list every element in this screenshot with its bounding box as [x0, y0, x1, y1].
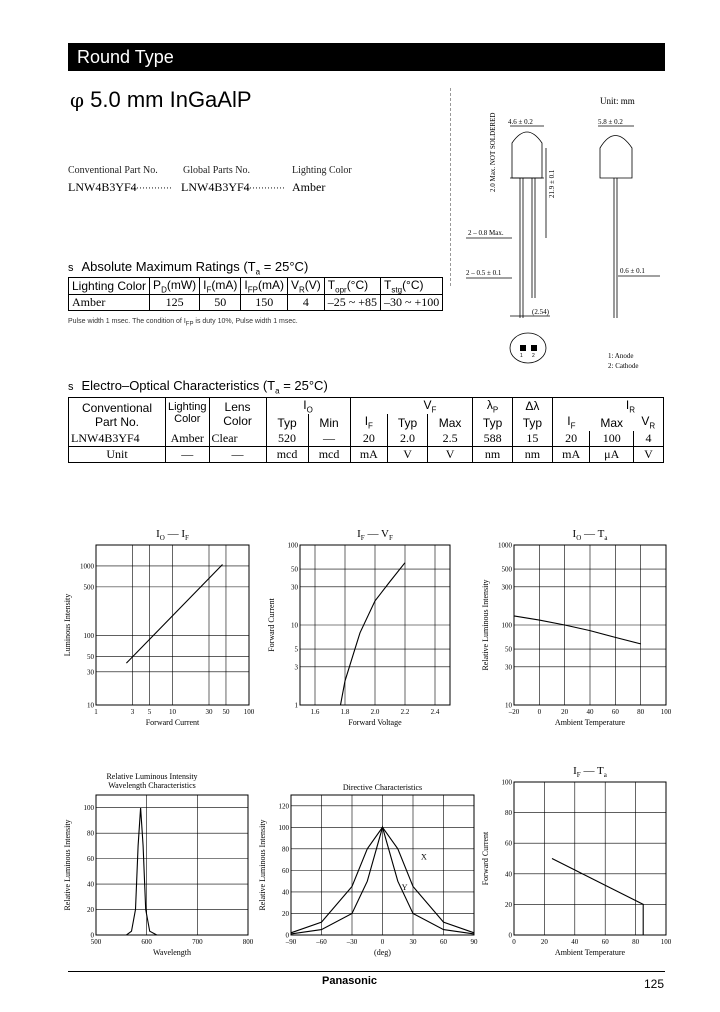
table-cell: Amber: [69, 295, 150, 311]
chart-5: [251, 765, 484, 965]
x-tick-label: 2.4: [430, 708, 440, 716]
bottom-view: [510, 333, 546, 363]
y-axis-label: Relative Luminous Intensity: [63, 819, 72, 911]
absolute-ratings-table: [68, 277, 443, 311]
table-unit-row: [69, 446, 664, 462]
section-header-bar: [68, 43, 665, 71]
y-tick-label: 40: [505, 870, 512, 879]
table-cell: 150: [241, 295, 288, 311]
x-tick-label: 100: [243, 708, 255, 716]
table-header-cell: $I_F(mA)$: [200, 278, 241, 295]
dim-f: 0.6 ± 0.1: [620, 267, 645, 275]
table-header-cell: $T_{stg}(^\circ C)$: [381, 278, 443, 295]
x-tick-label: –90: [285, 938, 297, 946]
chart-1: [56, 515, 259, 735]
dim-c: 2.0 Max. NOT SOLDERED: [489, 112, 497, 192]
y-tick-label: 300: [501, 583, 512, 592]
y-tick-label: 1000: [80, 562, 94, 571]
y-axis-label: Luminous Intensity: [63, 593, 72, 657]
dim-a: 4.6 ± 0.2: [508, 118, 533, 126]
dimension-drawing: [450, 88, 665, 378]
table-cell: mA: [350, 446, 388, 462]
y-tick-label: 0: [508, 931, 512, 940]
table-header-cell: Lighting Color: [166, 398, 210, 431]
y-tick-label: 120: [278, 802, 289, 811]
x-tick-label: –20: [508, 708, 520, 716]
y-tick-label: 100: [287, 541, 298, 550]
x-tick-label: 80: [637, 708, 645, 716]
y-tick-label: 80: [87, 829, 94, 838]
y-tick-label: 60: [87, 855, 94, 864]
y-tick-label: 100: [83, 804, 94, 813]
x-tick-label: 90: [470, 938, 478, 946]
product-title-text: 5.0 mm InGaAlP: [90, 87, 252, 112]
dim-h: 21.9 ± 0.1: [548, 169, 556, 198]
x-tick-label: 1: [94, 708, 98, 716]
chart-6: [474, 752, 676, 965]
table-cell: V: [427, 446, 472, 462]
table-header-cell: $I_F$: [350, 414, 388, 430]
y-tick-label: 20: [505, 900, 512, 909]
series-label-x: X: [421, 852, 427, 862]
x-tick-label: 700: [192, 938, 203, 946]
x-tick-label: 60: [611, 708, 619, 716]
chart-title: $I_O$ — $I_F$: [156, 528, 189, 542]
y-tick-label: 40: [87, 880, 94, 889]
x-tick-label: 0: [537, 708, 542, 716]
table-cell: 100: [590, 431, 634, 447]
table-header-cell: $V_R$: [634, 414, 664, 430]
table-cell: LNW4B3YF4: [69, 431, 166, 447]
global-label: Global Parts No.: [183, 165, 250, 176]
table-header-cell: $V_R(V)$: [287, 278, 324, 295]
pin-2-mark: 2: [532, 353, 535, 359]
table-header-row: [69, 278, 443, 295]
y-axis-label: Relative Luminous Intensity: [258, 819, 267, 911]
x-axis-label: (deg): [374, 948, 391, 957]
dim-b: 5.8 ± 0.2: [598, 118, 623, 126]
y-tick-label: 50: [505, 645, 512, 654]
unit-label: Unit: mm: [600, 96, 635, 106]
y-tick-label: 20: [87, 906, 94, 915]
series-line-amber: [126, 565, 222, 664]
table-cell: 2.5: [427, 431, 472, 447]
eo-characteristics-table: [68, 397, 664, 463]
x-tick-label: 80: [632, 938, 640, 946]
chart-3: [474, 515, 676, 735]
x-tick-label: 600: [141, 938, 152, 946]
lighting-color-value: Amber: [292, 180, 326, 194]
y-tick-label: 80: [282, 845, 289, 854]
x-tick-label: 30: [409, 938, 417, 946]
table-cell: 125: [150, 295, 200, 311]
x-axis-label: Forward Current: [145, 718, 200, 727]
table-header-cell: $I_F$: [552, 414, 590, 430]
table-cell: 20: [552, 431, 590, 447]
table-header-cell: $I_R$: [552, 398, 663, 415]
pin-2-pad: [531, 345, 537, 351]
table-header-cell: $\lambda_P$: [473, 398, 513, 415]
dim-g: (2.54): [532, 308, 549, 316]
chart-title: $I_F$ — $V_F$: [357, 528, 393, 542]
table-header-cell: Typ: [266, 414, 308, 430]
y-axis-label: Forward Current: [481, 831, 490, 886]
table-cell: mcd: [308, 446, 350, 462]
x-axis-label: Wavelength: [152, 948, 192, 957]
table-cell: —: [209, 446, 266, 462]
table-header-cell: Lens Color: [209, 398, 266, 431]
leader-dots-1: ··············: [130, 183, 172, 193]
x-tick-label: –60: [316, 938, 327, 946]
x-tick-label: 100: [660, 938, 672, 946]
table-cell: V: [388, 446, 428, 462]
chart-title: $I_F$ — $T_a$: [573, 765, 607, 779]
y-tick-label: 60: [282, 866, 289, 875]
table-header-cell: $I_{FP}(mA)$: [241, 278, 288, 295]
global-part-no: LNW4B3YF4: [181, 180, 250, 194]
x-tick-label: –30: [346, 938, 358, 946]
table-cell: 520: [266, 431, 308, 447]
table-header-cell: $I_O$: [266, 398, 350, 415]
pin-2-legend: 2: Cathode: [608, 362, 639, 370]
y-tick-label: 3: [294, 663, 298, 672]
y-tick-label: 60: [505, 839, 512, 848]
plot-frame: [96, 795, 248, 935]
series-line-amber: [126, 808, 156, 935]
table-cell: —: [308, 431, 350, 447]
x-tick-label: 0: [380, 938, 385, 946]
x-tick-label: 20: [561, 708, 569, 716]
y-tick-label: 0: [285, 931, 289, 940]
dim-d: 2 – 0.8 Max.: [468, 229, 504, 237]
series-line-amber: [552, 859, 643, 936]
y-tick-label: 0: [90, 931, 94, 940]
table-header-cell: $T_{opr}(^\circ C)$: [324, 278, 380, 295]
table-cell: 2.0: [388, 431, 428, 447]
pin-1-legend: 1: Anode: [608, 352, 634, 360]
chart-title: Directive Characteristics: [342, 783, 423, 792]
y-tick-label: 40: [282, 888, 289, 897]
page-number: 125: [644, 977, 665, 991]
table-header-cell: Max: [600, 415, 624, 430]
table-cell: Amber: [166, 431, 210, 447]
x-tick-label: 100: [660, 708, 672, 716]
y-tick-label: 500: [501, 565, 512, 574]
led-left-body: [512, 132, 542, 178]
x-axis-label: Ambient Temperature: [554, 948, 626, 957]
table-header-cell: Min: [308, 414, 350, 430]
table-header-cell: Typ: [388, 414, 428, 430]
table-cell: —: [166, 446, 210, 462]
x-tick-label: 20: [540, 938, 548, 946]
table-header-cell: Max: [427, 414, 472, 430]
conventional-label: Conventional Part No.: [68, 165, 158, 176]
product-title: [70, 87, 252, 113]
x-tick-label: 2.2: [400, 708, 410, 716]
table-cell: 4: [287, 295, 324, 311]
table-cell: 4: [634, 431, 664, 447]
series-line-amber: [341, 563, 406, 705]
table-header-cell: Lighting Color: [69, 278, 150, 295]
y-tick-label: 1: [294, 701, 298, 710]
chart-title: $I_O$ — $T_a$: [572, 528, 608, 542]
eo-characteristics-title: s Electro–Optical Characteristics $(T_a = 25^\circ C)$: [68, 378, 328, 396]
chart-4: [56, 765, 258, 965]
x-tick-label: 50: [222, 708, 230, 716]
x-tick-label: 40: [571, 938, 579, 946]
table-cell: 15: [513, 431, 553, 447]
table-cell: mA: [552, 446, 590, 462]
table-row: [69, 431, 664, 447]
x-tick-label: 1.6: [310, 708, 320, 716]
table-cell: nm: [473, 446, 513, 462]
table-row: [69, 295, 443, 311]
y-axis-label: Relative Luminous Intensity: [481, 579, 490, 671]
brand-logo: Panasonic: [322, 975, 378, 987]
x-axis-label: Forward Voltage: [348, 718, 402, 727]
table-header-cell: Typ: [473, 414, 513, 430]
table-cell: –25 ~ +85: [324, 295, 380, 311]
y-tick-label: 80: [505, 809, 512, 818]
table-header-cell: [350, 398, 388, 415]
x-tick-label: 60: [601, 938, 609, 946]
y-tick-label: 10: [87, 701, 94, 710]
table-cell: V: [634, 446, 664, 462]
x-tick-label: 30: [205, 708, 213, 716]
y-tick-label: 100: [83, 631, 94, 640]
y-tick-label: 50: [87, 652, 94, 661]
y-tick-label: 1000: [498, 541, 512, 550]
x-tick-label: 5: [147, 708, 152, 716]
x-tick-label: 40: [586, 708, 594, 716]
y-tick-label: 30: [505, 663, 512, 672]
table-header-row: [69, 398, 664, 415]
table-cell: mcd: [266, 446, 308, 462]
phi-symbol: φ: [70, 88, 85, 112]
table-header-cell: Typ: [513, 414, 553, 430]
table-header-cell: $V_F$: [388, 398, 473, 415]
y-tick-label: 20: [282, 909, 289, 918]
x-tick-label: 10: [169, 708, 176, 716]
table-cell: μA: [590, 446, 634, 462]
series-label-y: Y: [401, 882, 408, 892]
x-tick-label: 60: [440, 938, 447, 946]
series-line-amber: [514, 616, 641, 644]
x-tick-label: 500: [90, 938, 102, 946]
table-cell: 50: [200, 295, 241, 311]
y-axis-label: Forward Current: [267, 598, 276, 652]
y-tick-label: 10: [505, 701, 512, 710]
y-tick-label: 500: [83, 583, 94, 592]
x-tick-label: 0: [512, 938, 516, 946]
table-header-cell: Conventional Part No.: [69, 398, 166, 431]
y-tick-label: 100: [501, 778, 512, 787]
y-tick-label: 50: [291, 565, 298, 574]
y-tick-label: 100: [501, 621, 512, 630]
table-cell: –30 ~ +100: [381, 295, 443, 311]
pulse-note: Pulse width 1 msec. The condition of $I_{FP}$ is duty 10%, Pulse width 1 msec.: [68, 318, 298, 328]
footer-rule: [68, 971, 665, 972]
conventional-part-no: LNW4B3YF4: [68, 180, 137, 194]
pin-1-pad: [520, 345, 526, 351]
table-header-cell: $P_D(mW)$: [150, 278, 200, 295]
table-cell: 20: [350, 431, 388, 447]
table-cell: Clear: [209, 431, 266, 447]
x-tick-label: 800: [242, 938, 254, 946]
chart-subtitle: Wavelength Characteristics: [108, 781, 196, 790]
x-tick-label: 1.8: [340, 708, 350, 716]
table-cell: 588: [473, 431, 513, 447]
color-label: Lighting Color: [292, 165, 352, 176]
y-tick-label: 10: [291, 621, 298, 630]
y-tick-label: 30: [87, 668, 94, 677]
x-tick-label: 2.0: [370, 708, 380, 716]
y-tick-label: 100: [278, 823, 289, 832]
chart-title: Relative Luminous Intensity: [106, 772, 198, 781]
y-tick-label: 30: [291, 583, 298, 592]
leader-dots-2: ··············: [243, 183, 285, 193]
pin-1-mark: 1: [520, 353, 523, 359]
table-cell: nm: [513, 446, 553, 462]
x-axis-label: Ambient Temperature: [554, 718, 626, 727]
table-cell: Unit: [69, 446, 166, 462]
chart-2: [260, 515, 460, 735]
absolute-ratings-title: s Absolute Maximum Ratings $(T_a = 25^\circ C)$: [68, 259, 309, 277]
dim-e: 2 – 0.5 ± 0.1: [466, 269, 502, 277]
y-tick-label: 5: [294, 645, 298, 654]
table-header-cell: Δλ: [513, 398, 553, 415]
x-tick-label: 3: [130, 708, 135, 716]
section-title: Round Type: [77, 47, 174, 67]
led-right-body: [600, 136, 632, 179]
